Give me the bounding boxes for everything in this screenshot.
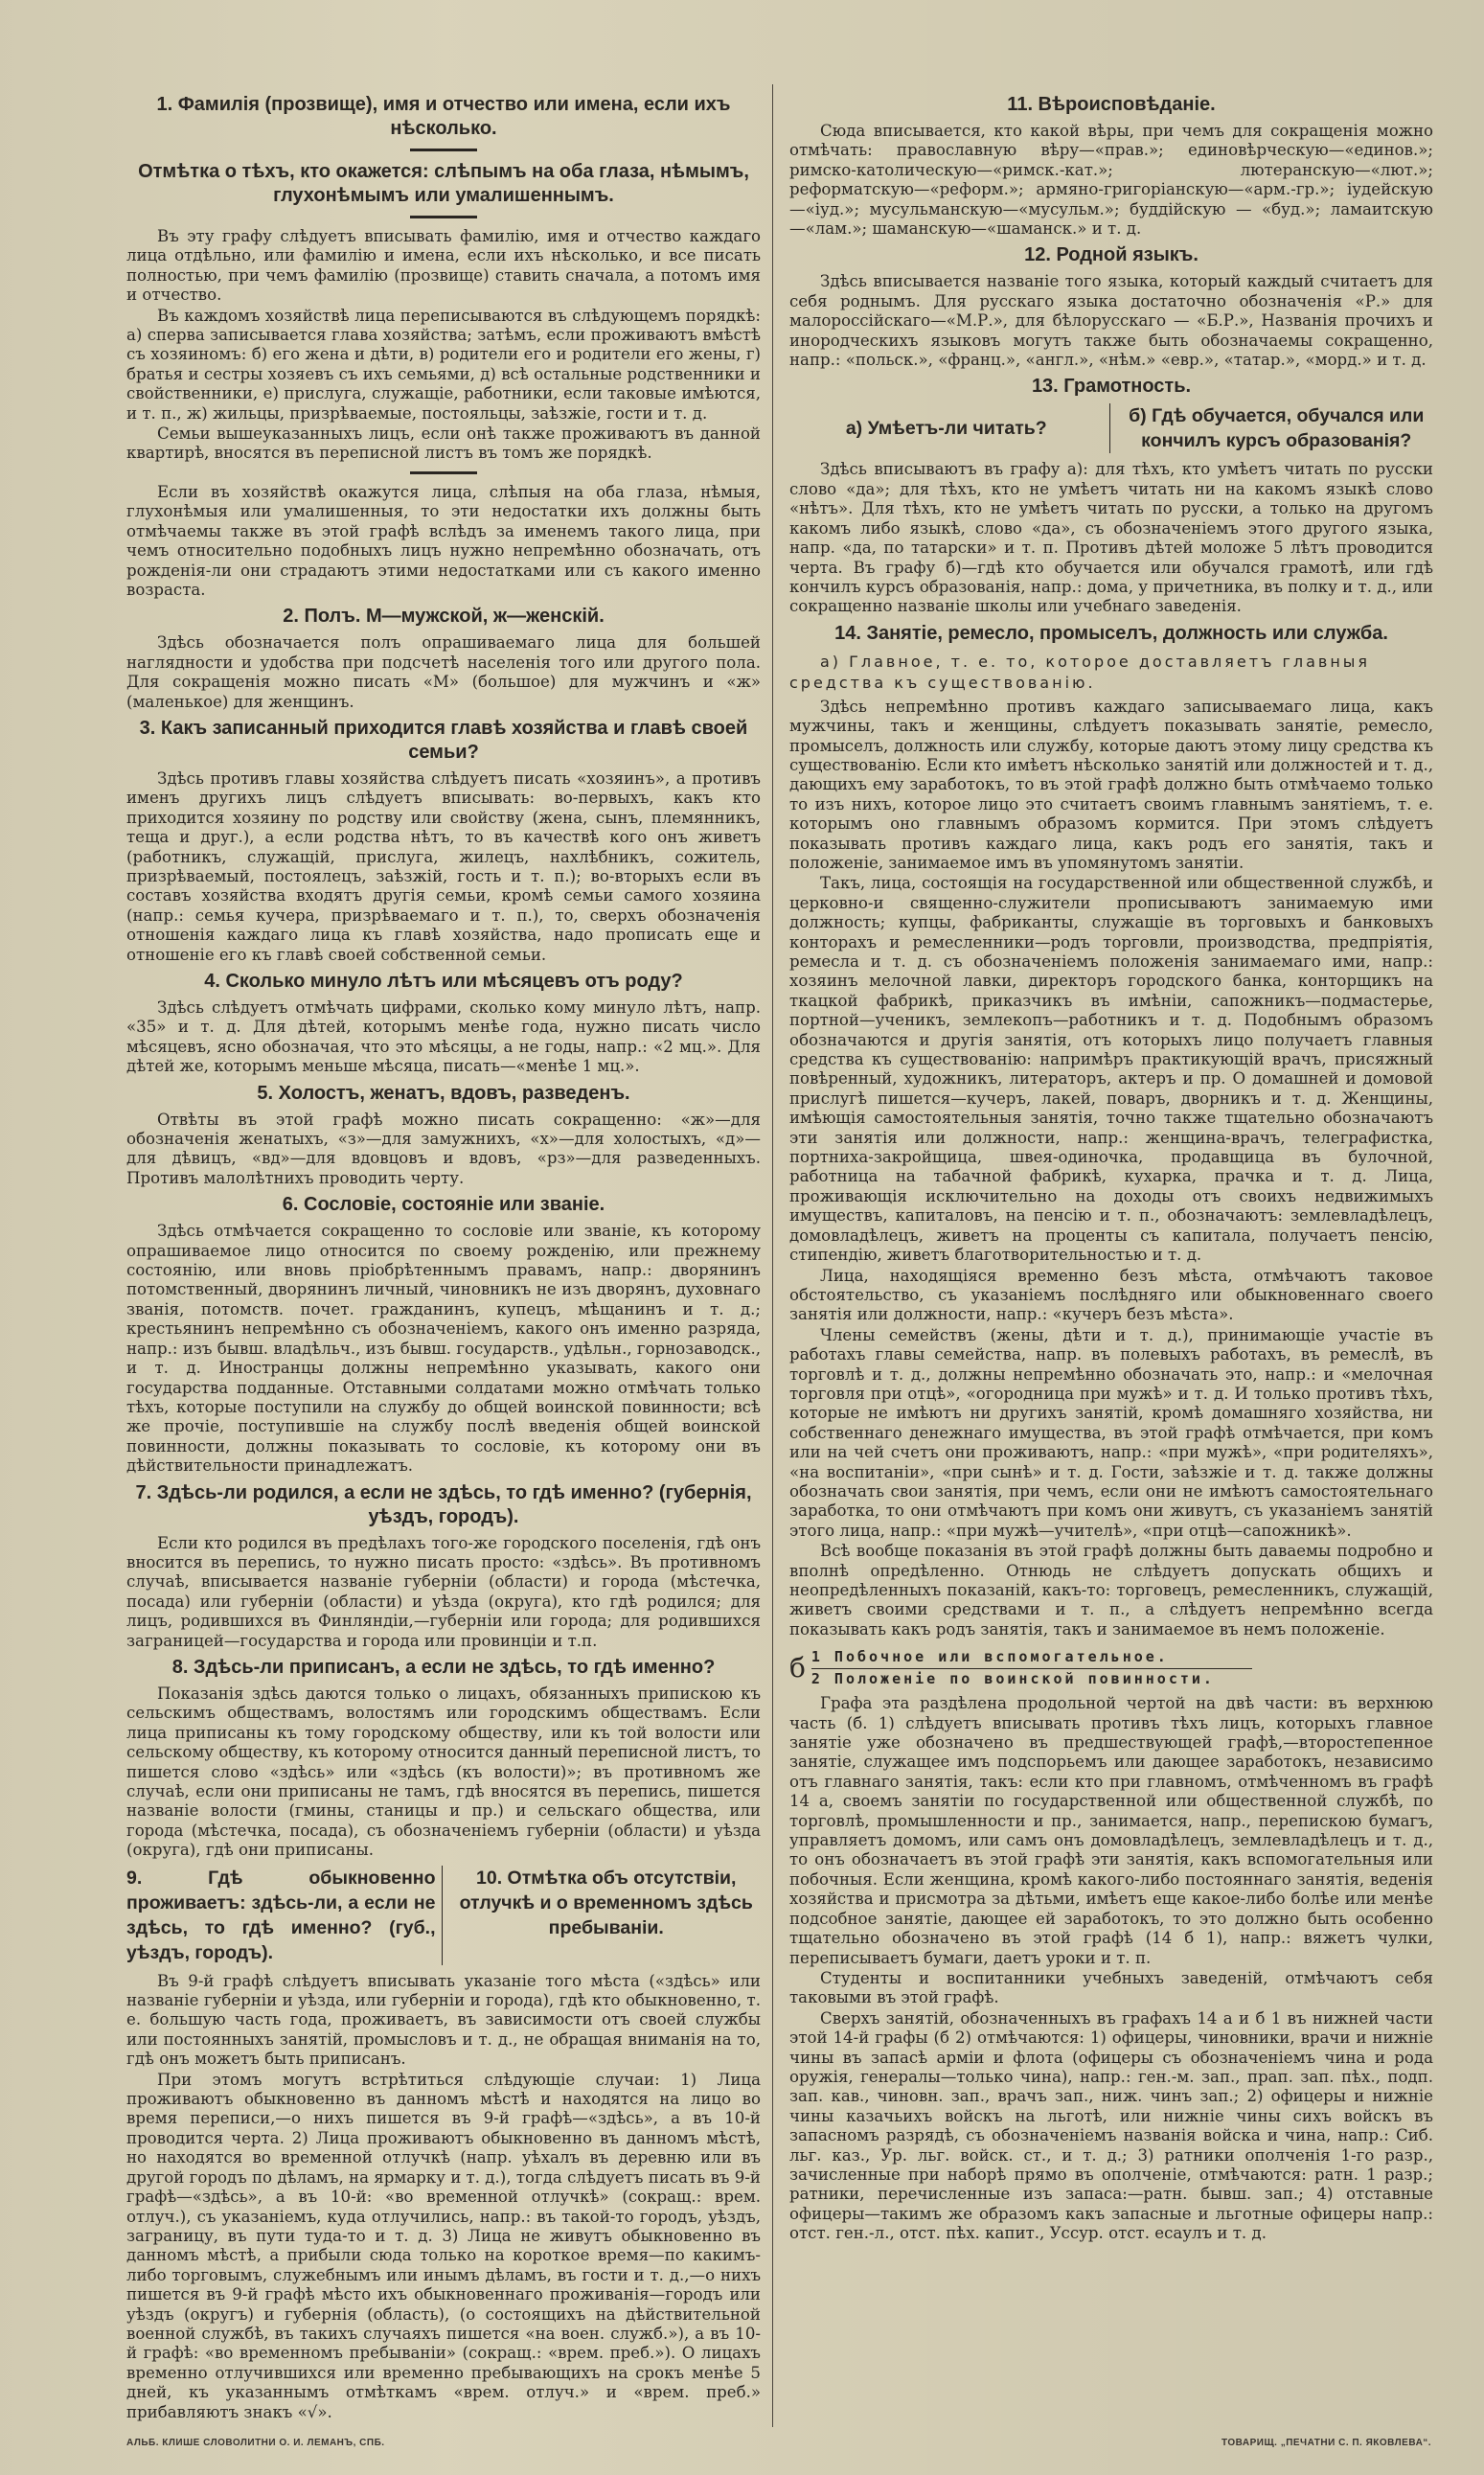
- footer-printer-left: АЛЬБ. КЛИШЕ СЛОВОЛИТНИ О. И. ЛЕМАНЪ, СПБ.: [126, 2438, 385, 2448]
- paragraph: Здѣсь слѣдуетъ отмѣчать цифрами, сколько кому минуло лѣтъ, напр. «35» и т. д. Для дѣтей, которымъ менѣе года, нужно писать число мѣсяцевъ, ясно обозначая, что это мѣсяцы, а не годы, напр.: «2 мц.». Для дѣтей же, которымъ меньше мѣсяца, писать—«менѣе 1 мц.».: [126, 998, 761, 1076]
- paragraph: Здѣсь противъ главы хозяйства слѣдуетъ писать «хозяинъ», а противъ именъ другихъ лицъ слѣдуетъ вписывать: во-первыхъ, какъ кто приходится хозяину по родству или свойству (жена, сынъ, племянникъ, теща и друг.), а если родства нѣтъ, то въ качествѣ кого онъ живетъ (работникъ, служащій, прислуга, жилецъ, нахлѣбникъ, сожитель, призрѣваемый, постоялецъ, заѣзжій, гость и т. п.); во-вторыхъ если въ составъ хозяйства входятъ другія семьи, кромѣ семьи самого хозяина (напр.: семья кучера, призрѣваемаго и т. п.), то, сверхъ обозначенія отношенія каждаго лица къ главѣ хозяйства, надо прописать еще и отношеніе его къ главѣ своей собственной семьи.: [126, 768, 761, 964]
- left-column: [126, 88, 761, 2423]
- fraction-heading: [789, 1647, 1433, 1688]
- fraction-top: 1 Побочное или вспомогательное.: [811, 1647, 1252, 1669]
- paragraph: Если кто родился въ предѣлахъ того-же городского поселенія, гдѣ онъ вносится въ перепись, то нужно писать просто: «здѣсь». Въ противномъ случаѣ, вписывается названіе губерніи (области) и города (мѣстечка, посада) или губерніи (области) и уѣзда (округа), кто гдѣ родился; для лицъ, родившихся въ Финляндіи,—губерніи или города; для родившихся заграницей—государства и города или провинціи и т.п.: [126, 1533, 761, 1650]
- section-heading: 12. Родной языкъ.: [1024, 244, 1199, 266]
- paragraph: Сюда вписывается, кто какой вѣры, при чемъ для сокращенія можно отмѣчать: православную вѣру—«прав.»; единовѣрческую—«единов.»; римско-католическую—«римск.-кат.»; лютеранскую—«лют.»; реформатскую—«реформ.»; армяно-григоріанскую—«арм.-гр.»; іудейскую—«іуд.»; мусульманскую—«мусульм.»; буддійскую — «буд.»; ламаитскую—«лам.»; шаманскую—«шаманск.» и т. д.: [789, 122, 1433, 239]
- section-heading: 4. Сколько минуло лѣтъ или мѣсяцевъ отъ роду?: [204, 971, 683, 992]
- paragraph: Въ 9-й графѣ слѣдуетъ вписывать указаніе того мѣста («здѣсь» или названіе губерніи и уѣзда, или губерніи и города), гдѣ кто обыкновенно, т. е. большую часть года, проживаетъ, въ зависимости отъ своей службы или постоянныхъ занятій, промысловъ и т. д., не обращая вниманія на то, гдѣ онъ можетъ быть приписанъ.: [126, 1971, 761, 2069]
- paragraph: Въ эту графу слѣдуетъ вписывать фамилію, имя и отчество каждаго лица отдѣльно, или фамилію и имена, если ихъ нѣсколько, и все писать полностью, при чемъ фамилію (прозвище) ставить сначала, а потомъ имя и отчество.: [126, 227, 761, 305]
- paragraph: Здѣсь отмѣчается сокращенно то сословіе или званіе, къ которому опрашиваемое лицо относится по своему рожденію, или прежнему состоянію, или вновь пріобрѣтеннымъ правамъ, напр.: дворянинъ потомственный, дворянинъ личный, чиновникъ не изъ дворянъ, духовнаго званія, потомств. почет. гражданинъ, купецъ, мѣщанинъ и т. д.; крестьянинъ непремѣнно съ обозначеніемъ, какого онъ именно разряда, напр.: изъ бывш. владѣльч., изъ бывш. государств., удѣльн., горнозаводск., и т. д. Иностранцы должны непремѣнно указывать, какого они государства подданные. Отставными солдатами можно отмѣчать только тѣхъ, которые поступили на службу до общей воинской повинности; всѣ же прочіе, поступившіе на службу послѣ введенія общей воинской повинности, должны показывать то сословіе, къ которому они въ дѣйствительности принадлежатъ.: [126, 1222, 761, 1476]
- paragraph: Такъ, лица, состоящія на государственной или общественной службѣ, и церковно-и священно-служители прописываютъ занимаемую ими должность; купцы, фабриканты, служащіе въ торговыхъ и банковыхъ конторахъ и ремесленники—родъ торговли, производства, предпріятія, ремесла и т. д. съ обозначеніемъ положенія занимаемаго ими, напр.: хозяинъ мелочной лавки, директоръ городского банка, конторщикъ на ткацкой фабрикѣ, приказчикъ въ имѣніи, сапожникъ—подмастерье, портной—ученикъ, землекопъ—работникъ и т. д. Подобнымъ образомъ обозначаются и другія занятія, отъ которыхъ лицо получаетъ главныя средства къ существованію: напримѣръ практикующій врачъ, присяжный повѣренный, художникъ, литераторъ, актеръ и пр. О домашней и домовой прислугѣ пишется—кучеръ, лакей, поваръ, дворникъ и т. д. Женщины, имѣющія самостоятельныя занятія, точно также тщательно обозначаютъ эти занятія или должности, напр.: женщина-врачъ, телеграфистка, портниха-закройщица, швея-одиночка, продавщица въ булочной, работница на табачной фабрикѣ, кухарка, прачка и т. д. Лица, проживающія исключительно на доходы отъ своихъ недвижимыхъ имуществъ, капиталовъ, на пенсію и т. п., обозначаютъ: землевладѣлецъ, домовладѣлецъ, живетъ на проценты съ капитала, получаетъ пенсію, стипендію, живетъ благотворительностью и т. д.: [789, 874, 1433, 1265]
- paragraph: При этомъ могутъ встрѣтиться слѣдующіе случаи: 1) Лица проживаютъ обыкновенно въ данномъ мѣстѣ и находятся на лицо во время переписи,—о нихъ пишется въ 9-й графѣ—«здѣсь», а въ 10-й проводится черта. 2) Лица проживаютъ обыкновенно въ данномъ мѣстѣ, но находятся во временной отлучкѣ (напр. уѣхалъ въ деревню или въ другой городъ по дѣламъ, на ярмарку и т. д.), тогда слѣдуетъ писать въ 9-й графѣ—«здѣсь», а въ 10-й: «во временной отлучкѣ» (сокращ.: врем. отлуч.), съ указаніемъ, куда отлучились, напр.: въ такой-то городъ, уѣздъ, заграницу, въ пути туда-то и т. д. 3) Лица не живутъ обыкновенно въ данномъ мѣстѣ, а прибыли сюда только на короткое время—по какимъ-либо торговымъ, служебнымъ или инымъ дѣламъ, въ гости и т. д.,—о нихъ пишется въ 9-й графѣ мѣсто ихъ обыкновеннаго проживанія—городъ или уѣздъ (округъ) и губернія (область), (о состоящихъ на дѣйствительной военной службѣ, въ такихъ случаяхъ пишется «на воен. служб.»), а въ 10-й графѣ: «во временномъ пребываніи» (сокращ.: «врем. преб.»). О лицахъ временно отлучившихся или временно пребывающихъ на срокъ менѣе 5 дней, къ указаннымъ отмѣткамъ «врем. отлуч.» и «врем. преб.» прибавляютъ знакъ «√».: [126, 2070, 761, 2421]
- section-heading: 13. Грамотность.: [1031, 376, 1192, 398]
- paragraph: Студенты и воспитанники учебныхъ заведеній, отмѣчаютъ себя таковыми въ этой графѣ.: [789, 1968, 1433, 2007]
- separator-rule: [410, 471, 477, 474]
- section-heading: 1. Фамилія (прозвище), имя и отчество или имена, если ихъ нѣсколько.: [156, 94, 731, 139]
- split-heading: [126, 1866, 761, 1965]
- subheading-spaced: а) Главное, т. е. то, которое доставляетъ главныя средства къ существованію.: [789, 652, 1371, 692]
- paragraph: Сверхъ занятій, обозначенныхъ въ графахъ 14 а и б 1 въ нижней части этой 14-й графы (б 2) отмѣчаются: 1) офицеры, чиновники, врачи и нижніе чины въ запасѣ арміи и флота (офицеры съ обозначеніемъ чина и рода оружія, генералы—только чина), напр.: ген.-м. зап., прап. зап. пѣх., подп. зап. кав., чиновн. зап., врачъ зап., ниж. чинъ зап.; 2) офицеры и нижніе чины казачьихъ войскъ на льготѣ, или нижніе чины сихъ войскъ въ запасномъ разрядѣ, съ обозначеніемъ названія войска и чина, напр.: Сиб. льг. каз., Ур. льг. войск. ст., и т. д.; 3) ратники ополченія 1-го разр., зачисленные при наборѣ прямо въ ополченіе, отмѣчаются: ратн. 1 разр.; ратники, перечисленные изъ запаса:—ратн. бывш. зап.; 4) отставные офицеры—такимъ же образомъ какъ запасные и льготные офицеры напр.: отст. ген.-л., отст. пѣх. капит., Уссур. отст. есаулъ и т. д.: [789, 2008, 1433, 2243]
- paragraph: Всѣ вообще показанія въ этой графѣ должны быть даваемы подробно и вполнѣ опредѣленно. Отнюдь не слѣдуетъ допускать общихъ и неопредѣленныхъ показаній, какъ-то: торговецъ, ремесленникъ, служащій, живетъ своими средствами и т. п., а слѣдуетъ непремѣнно всегда показывать какъ родъ занятія, такъ и занимаемое въ немъ положеніе.: [789, 1542, 1433, 1639]
- paragraph: Семьи вышеуказанныхъ лицъ, если онѣ также проживаютъ въ данной квартирѣ, вносятся въ переписной листъ въ томъ же порядкѣ.: [126, 424, 761, 463]
- footer-printer-right: ТОВАРИЩ. „ПЕЧАТНИ С. П. ЯКОВЛЕВА“.: [1221, 2438, 1432, 2448]
- split-heading-left: 9. Гдѣ обыкновенно проживаетъ: здѣсь-ли, а если не здѣсь, то гдѣ именно? (губ., уѣздъ, городъ).: [126, 1866, 443, 1965]
- paragraph: Если въ хозяйствѣ окажутся лица, слѣпыя на оба глаза, нѣмыя, глухонѣмыя или умалишенныя, то эти недостатки ихъ должны быть отмѣчаемы также въ этой графѣ вслѣдъ за именемъ такого лица, при чемъ относительно подобныхъ лицъ нужно непремѣнно обозначать, отъ рожденія-ли они страдаютъ этими недостатками или съ какого именно возраста.: [126, 482, 761, 599]
- column-divider: [772, 84, 773, 2427]
- separator-rule: [410, 149, 477, 151]
- section-heading: 6. Сословіе, состояніе или званіе.: [282, 1194, 605, 1216]
- right-column: [789, 88, 1433, 2245]
- paragraph: Здѣсь вписывается названіе того языка, который каждый считаетъ для себя роднымъ. Для русскаго языка достаточно обозначенія «Р.» для малороссійскаго—«М.Р.», для бѣлорусскаго — «Б.Р.», Названія прочихъ и инородческихъ языковъ могутъ также быть обозначаемы сокращенно, напр.: «польск.», «франц.», «англ.», «нѣм.» «евр.», «татар.», «морд.» и т. д.: [789, 272, 1433, 370]
- paragraph: Показанія здѣсь даются только о лицахъ, обязанныхъ припискою къ сельскимъ обществамъ, волостямъ или городскимъ обществамъ. Если лица приписаны къ тому городскому обществу, или къ той волости или сельскому обществу, къ которому относится данный переписной листъ, то пишется слово «здѣсь» или «здѣсь (къ волости)»; въ противномъ же случаѣ, если они приписаны не тамъ, гдѣ вносятся въ перепись, пишется названіе волости (гмины, станицы и пр.) и сельскаго общества, или города (мѣстечка, посада), съ обозначеніемъ губерніи (области) и уѣзда (округа), гдѣ они приписаны.: [126, 1684, 761, 1860]
- fraction-bottom: 2 Положеніе по воинской повинности.: [810, 1670, 1215, 1688]
- section-heading: 3. Какъ записанный приходится главѣ хозяйства и главѣ своей семьи?: [139, 717, 748, 763]
- paragraph: Лица, находящіяся временно безъ мѣста, отмѣчаютъ таковое обстоятельство, съ указаніемъ послѣдняго или обыкновеннаго своего занятія или должности, напр.: «кучеръ безъ мѣста».: [789, 1266, 1433, 1324]
- section-heading: 14. Занятіе, ремесло, промыселъ, должность или служба.: [834, 622, 1388, 644]
- split-heading-right: 10. Отмѣтка объ отсутствіи, отлучкѣ и о временномъ здѣсь пребываніи.: [459, 1867, 753, 1938]
- fraction-lines: [811, 1647, 1252, 1688]
- paragraph: Отвѣты въ этой графѣ можно писать сокращенно: «ж»—для обозначенія женатыхъ, «з»—для замужнихъ, «х»—для холостыхъ, «д»—для дѣвицъ, «вд»—для вдовцовъ и вдовъ, «рз»—для разведенныхъ. Противъ малолѣтнихъ проводить черту.: [126, 1110, 761, 1187]
- section-heading: Отмѣтка о тѣхъ, кто окажется: слѣпымъ на оба глаза, нѣмымъ, глухонѣмымъ или умалишеннымъ.: [138, 161, 749, 206]
- section-heading: 11. Вѣроисповѣданіе.: [1007, 94, 1216, 115]
- split-heading: [789, 403, 1433, 453]
- paragraph: Въ каждомъ хозяйствѣ лица переписываются въ слѣдующемъ порядкѣ: а) сперва записывается глава хозяйства; затѣмъ, если проживаютъ вмѣстѣ съ хозяиномъ: б) его жена и дѣти, в) родители его и родители его жены, г) братья и сестры хозяевъ съ ихъ семьями, д) всѣ остальные родственники и свойственники, е) прислуга, служащіе, работники, если таковые имѣются, и т. п., ж) жильцы, призрѣваемые, постояльцы, заѣзжіе, гости и т. д.: [126, 306, 761, 423]
- fraction-letter: б: [789, 1651, 806, 1684]
- paragraph: Здѣсь обозначается полъ опрашиваемаго лица для большей наглядности и удобства при подсчетѣ населенія того или другого пола. Для сокращенія можно писать «М» (большое) для мужчинъ и «ж» (маленькое) для женщинъ.: [126, 633, 761, 711]
- section-heading: 5. Холостъ, женатъ, вдовъ, разведенъ.: [257, 1082, 630, 1104]
- paragraph: Здѣсь вписываютъ въ графу а): для тѣхъ, кто умѣетъ читать по русски слово «да»; для тѣхъ, кто не умѣетъ читать ни на какомъ языкѣ слово «нѣтъ». Для тѣхъ, кто не умѣетъ читать по русски, а только на другомъ какомъ либо языкѣ, слово «да», съ обозначеніемъ этого другого языка, напр. «да, по татарски» и т. п. Противъ дѣтей моложе 5 лѣтъ проводится черта. Въ графу б)—гдѣ кто обучается или обучался грамотѣ, или гдѣ кончилъ курсъ образованія, напр.: дома, у причетника, въ полку и т. д., или сокращенно названіе школы или учебнаго заведенія.: [789, 460, 1433, 616]
- paragraph: Графа эта раздѣлена продольной чертой на двѣ части: въ верхнюю часть (б. 1) слѣдуетъ вписывать противъ тѣхъ лицъ, которыхъ главное занятіе уже обозначено въ предшествующей графѣ,—второстепенное занятіе, служащее имъ подспорьемъ или дающее заработокъ, независимо отъ главнаго занятія, такъ: если кто при главномъ, отмѣченномъ въ графѣ 14 а, своемъ занятіи по государственной или общественной службѣ, по торговлѣ, промышленности и пр., занимается, напр., перепискою бумагъ, управляетъ домомъ, или самъ онъ домовладѣлецъ, землевладѣлецъ и т. д., то онъ обозначаетъ въ этой графѣ эти занятія, какъ вспомогательныя или побочныя. Если женщина, кромѣ какого-либо постояннаго занятія, веденія хозяйства и присмотра за дѣтьми, имѣетъ еще какое-либо болѣе или менѣе подсобное занятіе, дающее ей заработокъ, то это должно быть особенно тщательно обозначено въ этой графѣ (14 б 1), напр.: вяжетъ чулки, переписываетъ бумаги, даетъ уроки и т. п.: [789, 1694, 1433, 1967]
- section-heading: 7. Здѣсь-ли родился, а если не здѣсь, то гдѣ именно? (губернія, уѣздъ, городъ).: [135, 1481, 752, 1527]
- paragraph: Члены семействъ (жены, дѣти и т. д.), принимающіе участіе въ работахъ главы семейства, напр. въ полевыхъ работахъ, въ ремеслѣ, въ торговлѣ и т. д., должны непремѣнно обозначать это, напр.: и «мелочная торговля при отцѣ», «огородница при мужѣ» и т. д. И только противъ тѣхъ, которые не имѣютъ ни другихъ занятій, кромѣ домашняго хозяйства, ни собственнаго денежнаго имущества, въ этой графѣ отмѣчается, при комъ или на чей счетъ они проживаютъ, напр.: «при мужѣ», «при родителяхъ», «на воспитаніи», «при сынѣ» и т. д. Гости, заѣзжіе и т. д. также должны обозначать свои занятія, при чемъ, если они не имѣютъ самостоятельнаго заработка, то они отмѣчаютъ при комъ они живутъ, съ указаніемъ занятій этого лица, напр.: «при мужѣ—учителѣ», «при отцѣ—сапожникѣ».: [789, 1325, 1433, 1540]
- section-heading: 2. Полъ. М—мужской, ж—женскій.: [283, 606, 605, 628]
- split-heading-right: б) Гдѣ обучается, обучался или кончилъ курсъ образованія?: [1129, 405, 1425, 452]
- paragraph: Здѣсь непремѣнно противъ каждаго записываемаго лица, какъ мужчины, такъ и женщины, слѣдуетъ показывать занятіе, ремесло, промыселъ, должность или службу, которые даютъ этому лицу средства къ существованію. Если кто имѣетъ нѣсколько занятій или должностей и т. д., дающихъ ему заработокъ, то въ этой графѣ должно быть отмѣчаемо только то изъ нихъ, которое лицо это считаетъ своимъ главнымъ занятіемъ, т. е. которымъ оно главнымъ образомъ кормится. При этомъ слѣдуетъ показывать противъ каждаго лица, какъ родъ его занятія, такъ и положеніе, занимаемое имъ въ упомянутомъ занятіи.: [789, 697, 1433, 872]
- split-heading-left: а) Умѣетъ-ли читать?: [789, 403, 1110, 453]
- section-heading: 8. Здѣсь-ли приписанъ, а если не здѣсь, то гдѣ именно?: [171, 1656, 716, 1678]
- separator-rule: [410, 216, 477, 218]
